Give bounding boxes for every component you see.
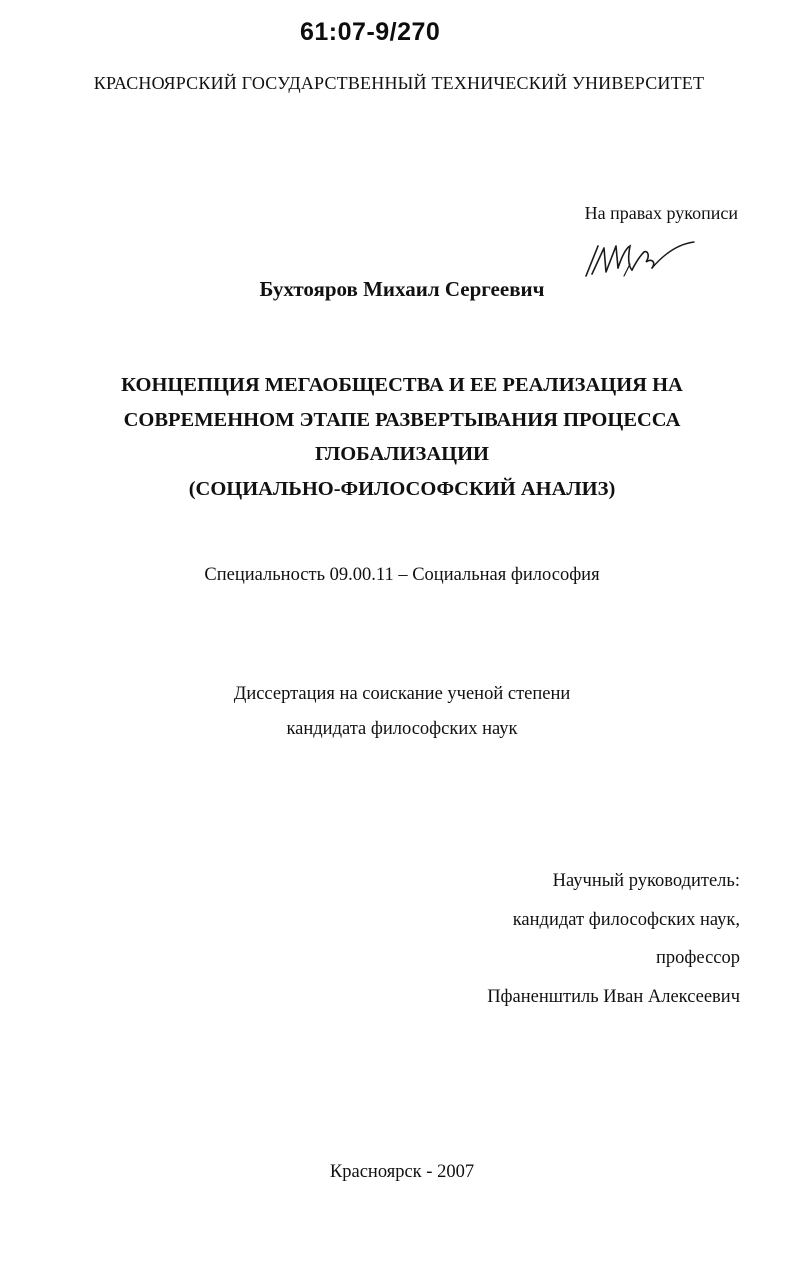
supervisor-name: Пфаненштиль Иван Алексеевич [487, 986, 740, 1007]
specialty-line: Специальность 09.00.11 – Социальная философия [204, 565, 600, 585]
title-line: КОНЦЕПЦИЯ МЕГАОБЩЕСТВА И ЕЕ РЕАЛИЗАЦИЯ НА [121, 374, 683, 396]
title-line: ГЛОБАЛИЗАЦИИ [315, 443, 489, 465]
catalog-number: 61:07-9/270 [300, 18, 441, 46]
supervisor-heading: Научный руководитель: [552, 871, 740, 891]
dissertation-title [0, 368, 798, 506]
title-line: СОВРЕМЕННОМ ЭТАПЕ РАЗВЕРТЫВАНИЯ ПРОЦЕССА [123, 408, 681, 431]
supervisor-block [487, 862, 740, 1016]
degree-statement [0, 677, 798, 747]
supervisor-degree: кандидат философских наук, [512, 909, 740, 930]
city-year: Красноярск - 2007 [329, 1162, 475, 1182]
author-name: Бухтояров Михаил Сергеевич [259, 277, 545, 301]
supervisor-title: профессор [656, 948, 740, 968]
degree-line: Диссертация на соискание ученой степени [233, 684, 571, 704]
university-name: КРАСНОЯРСКИЙ ГОСУДАРСТВЕННЫЙ ТЕХНИЧЕСКИЙ УНИВЕРСИТЕТ [93, 73, 705, 93]
manuscript-rights-note: На правах рукописи [584, 203, 738, 223]
degree-line: кандидата философских наук [286, 719, 518, 739]
title-subtitle-line: (СОЦИАЛЬНО-ФИЛОСОФСКИЙ АНАЛИЗ) [188, 477, 616, 500]
